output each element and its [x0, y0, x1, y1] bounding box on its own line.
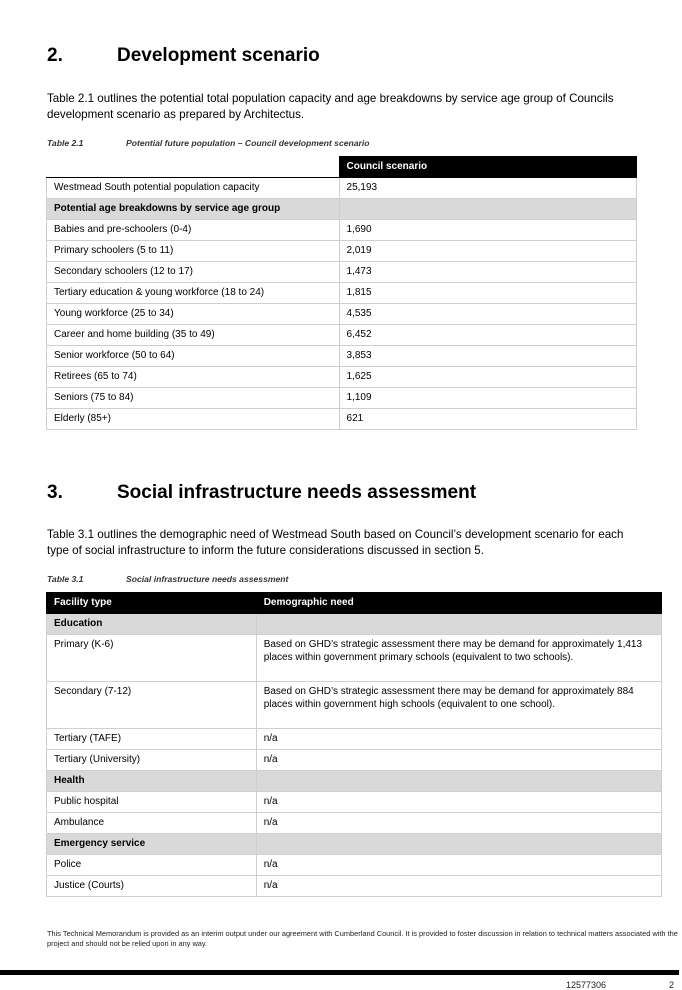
footer-rule	[0, 970, 679, 975]
facility-label: Primary (K-6)	[47, 635, 257, 682]
age-group-value: 1,815	[339, 283, 636, 304]
table-row	[47, 682, 662, 729]
table-2-1-caption-title: Potential future population – Council development scenario	[126, 138, 370, 148]
table-row	[47, 876, 662, 897]
need-text: Based on GHD’s strategic assessment there may be demand for approximately 1,413 places within government primary schools (equivalent to two schools).	[256, 635, 661, 682]
age-group-label: Babies and pre-schoolers (0-4)	[47, 220, 340, 241]
facility-label: Tertiary (TAFE)	[47, 729, 257, 750]
table-row	[47, 283, 637, 304]
capacity-value: 25,193	[339, 178, 636, 199]
group-label: Potential age breakdowns by service age group	[47, 199, 340, 220]
age-group-label: Elderly (85+)	[47, 409, 340, 430]
section-3-title: Social infrastructure needs assessment	[117, 482, 477, 503]
facility-label: Police	[47, 855, 257, 876]
table-header-facility-type: Facility type	[47, 593, 257, 614]
table-row	[47, 304, 637, 325]
age-group-label: Tertiary education & young workforce (18 to 24)	[47, 283, 340, 304]
section-3-heading	[47, 482, 476, 504]
table-row	[47, 813, 662, 834]
table-row	[47, 409, 637, 430]
capacity-label: Westmead South potential population capacity	[47, 178, 340, 199]
table-row	[47, 325, 637, 346]
age-group-label: Primary schoolers (5 to 11)	[47, 241, 340, 262]
table-row	[47, 855, 662, 876]
age-group-label: Seniors (75 to 84)	[47, 388, 340, 409]
table-2-1-caption	[47, 138, 370, 148]
age-group-value: 2,019	[339, 241, 636, 262]
table-3-1-caption-title: Social infrastructure needs assessment	[126, 574, 289, 584]
age-group-value: 6,452	[339, 325, 636, 346]
table-group-row	[47, 771, 662, 792]
table-header-row	[47, 593, 662, 614]
facility-label: Public hospital	[47, 792, 257, 813]
group-blank-cell	[256, 614, 661, 635]
needs-assessment-table	[46, 592, 662, 897]
table-header-row	[47, 157, 637, 178]
group-label: Education	[47, 614, 257, 635]
table-header-blank-cell	[47, 157, 340, 178]
age-group-label: Young workforce (25 to 34)	[47, 304, 340, 325]
need-text: n/a	[256, 729, 661, 750]
section-3-intro: Table 3.1 outlines the demographic need of Westmead South based on Council’s development scenario for each type of social infrastructure to inform the future considerations discussed in section 5.	[47, 528, 624, 557]
need-text: n/a	[256, 855, 661, 876]
age-group-value: 621	[339, 409, 636, 430]
table-header-council-scenario: Council scenario	[339, 157, 636, 178]
table-group-row	[47, 834, 662, 855]
table-row	[47, 262, 637, 283]
facility-label: Justice (Courts)	[47, 876, 257, 897]
table-group-row	[47, 199, 637, 220]
table-3-1-caption-number: Table 3.1	[47, 574, 84, 584]
age-group-value: 3,853	[339, 346, 636, 367]
section-2-heading	[47, 45, 320, 67]
table-row	[47, 750, 662, 771]
document-number: 12577306	[566, 980, 607, 990]
group-blank-cell	[256, 771, 661, 792]
table-group-row	[47, 614, 662, 635]
age-group-value: 1,473	[339, 262, 636, 283]
table-row	[47, 792, 662, 813]
need-text: n/a	[256, 813, 661, 834]
table-row	[47, 220, 637, 241]
age-group-label: Senior workforce (50 to 64)	[47, 346, 340, 367]
age-group-value: 1,625	[339, 367, 636, 388]
table-row	[47, 178, 637, 199]
table-header-demographic-need: Demographic need	[256, 593, 661, 614]
need-text: n/a	[256, 792, 661, 813]
age-group-value: 1,690	[339, 220, 636, 241]
need-text: n/a	[256, 876, 661, 897]
section-2-title: Development scenario	[117, 45, 320, 66]
section-3-number: 3.	[47, 482, 63, 503]
group-label: Health	[47, 771, 257, 792]
age-group-value: 4,535	[339, 304, 636, 325]
group-blank-cell	[339, 199, 636, 220]
facility-label: Secondary (7-12)	[47, 682, 257, 729]
table-row	[47, 729, 662, 750]
table-row	[47, 241, 637, 262]
age-group-label: Secondary schoolers (12 to 17)	[47, 262, 340, 283]
footer-disclaimer: This Technical Memorandum is provided as an interim output under our agreement with Cumberland Council. It is provided to foster discussion in relation to technical matters associated with the project and should not be relied upon in any way.	[47, 929, 678, 948]
section-2-number: 2.	[47, 45, 63, 66]
table-row	[47, 346, 637, 367]
age-group-label: Career and home building (35 to 49)	[47, 325, 340, 346]
section-2-intro: Table 2.1 outlines the potential total population capacity and age breakdowns by service age group of Councils development scenario as prepared by Architectus.	[47, 92, 614, 121]
group-blank-cell	[256, 834, 661, 855]
age-group-label: Retirees (65 to 74)	[47, 367, 340, 388]
table-row	[47, 635, 662, 682]
population-table	[46, 156, 637, 430]
group-label: Emergency service	[47, 834, 257, 855]
age-group-value: 1,109	[339, 388, 636, 409]
table-row	[47, 388, 637, 409]
need-text: Based on GHD’s strategic assessment there may be demand for approximately 884 places within government high schools (equivalent to one school).	[256, 682, 661, 729]
page-number: 2	[669, 980, 675, 990]
table-2-1-caption-number: Table 2.1	[47, 138, 84, 148]
facility-label: Ambulance	[47, 813, 257, 834]
table-row	[47, 367, 637, 388]
table-3-1-caption	[47, 574, 288, 584]
need-text: n/a	[256, 750, 661, 771]
facility-label: Tertiary (University)	[47, 750, 257, 771]
